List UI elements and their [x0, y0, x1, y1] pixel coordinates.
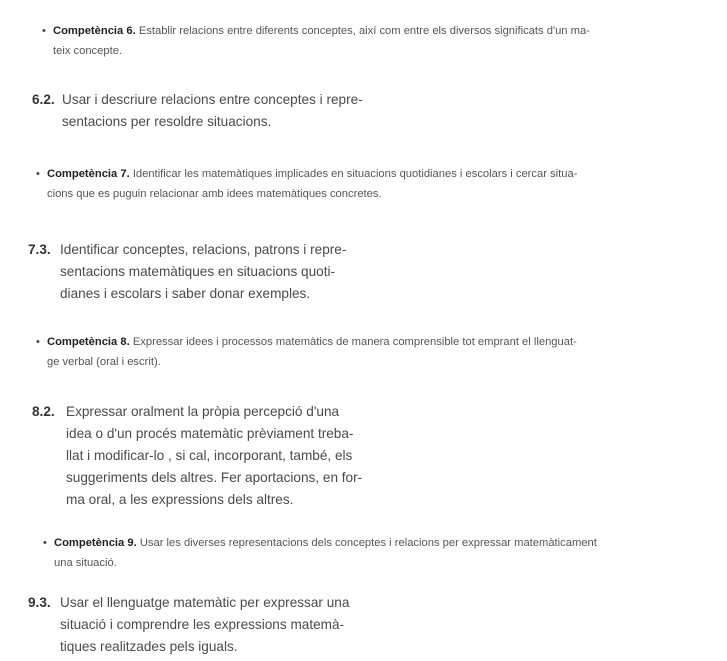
bullet-icon: • — [36, 336, 40, 348]
bullet-icon: • — [42, 25, 46, 37]
competencia-line-2: cions que es puguin relacionar amb idees matemàtiques concretes. — [47, 188, 382, 200]
criterion-number: 8.2. — [32, 404, 55, 419]
competencia-9-block — [43, 533, 597, 573]
competencia-label: Competència 6. — [53, 25, 136, 37]
criterion-line: Expressar oralment la pròpia percepció d'una — [66, 404, 340, 419]
criterion-number: 9.3. — [28, 595, 51, 610]
criterion-line: situació i comprendre les expressions matemà- — [60, 617, 345, 632]
competencia-line-1 — [54, 533, 597, 553]
criterion-line: Usar i descriure relacions entre conceptes i repre- — [62, 92, 363, 107]
criterion-line: idea o d'un procés matemàtic prèviament treba- — [66, 426, 354, 441]
competencia-label: Competència 7. — [47, 168, 130, 180]
criterion-line: sentacions per resoldre situacions. — [62, 114, 272, 129]
criterion-line: llat i modificar-lo , si cal, incorporant, també, els — [66, 448, 353, 463]
competencia-text: Identificar les matemàtiques implicades en situacions quotidianes i escolars i cercar situa- — [132, 168, 578, 180]
competencia-7-block — [36, 164, 578, 204]
criterion-9-3 — [28, 592, 408, 658]
competencia-label: Competència 9. — [54, 537, 137, 549]
competencia-line-1 — [53, 21, 590, 41]
criterion-number: 7.3. — [28, 242, 51, 257]
competencia-label: Competència 8. — [47, 336, 130, 348]
criterion-line: dianes i escolars i saber donar exemples. — [60, 286, 311, 301]
criterion-line: Usar el llenguatge matemàtic per expressar una — [60, 595, 350, 610]
competencia-text: Expressar idees i processos matemàtics de manera comprensible tot emprant el llenguat- — [132, 336, 577, 348]
criterion-line: suggeriments dels altres. Fer aportacions, en for- — [66, 470, 363, 485]
criterion-7-3 — [28, 239, 408, 305]
competencia-line-2: una situació. — [54, 557, 117, 569]
bullet-icon: • — [43, 537, 47, 549]
criterion-8-2 — [32, 401, 412, 511]
competencia-6-block — [42, 21, 590, 61]
criterion-line: Identificar conceptes, relacions, patrons i repre- — [60, 242, 347, 257]
competencia-line-1 — [47, 164, 577, 184]
criterion-line: ma oral, a les expressions dels altres. — [66, 492, 294, 507]
competencia-line-2: ge verbal (oral i escrit). — [47, 356, 161, 368]
criterion-6-2 — [32, 89, 412, 133]
criterion-line: sentacions matemàtiques en situacions quoti- — [60, 264, 336, 279]
criterion-line: tiques realitzades pels iguals. — [60, 639, 238, 654]
competencia-8-block — [36, 332, 577, 372]
competencia-text: Usar les diverses representacions dels conceptes i relacions per expressar matemàticament — [139, 537, 597, 549]
competencia-line-1 — [47, 332, 577, 352]
criterion-number: 6.2. — [32, 92, 55, 107]
competencia-line-2: teix concepte. — [53, 45, 123, 57]
bullet-icon: • — [36, 168, 40, 180]
competencia-text: Establir relacions entre diferents conceptes, així com entre els diversos significats d'un ma- — [138, 25, 590, 37]
